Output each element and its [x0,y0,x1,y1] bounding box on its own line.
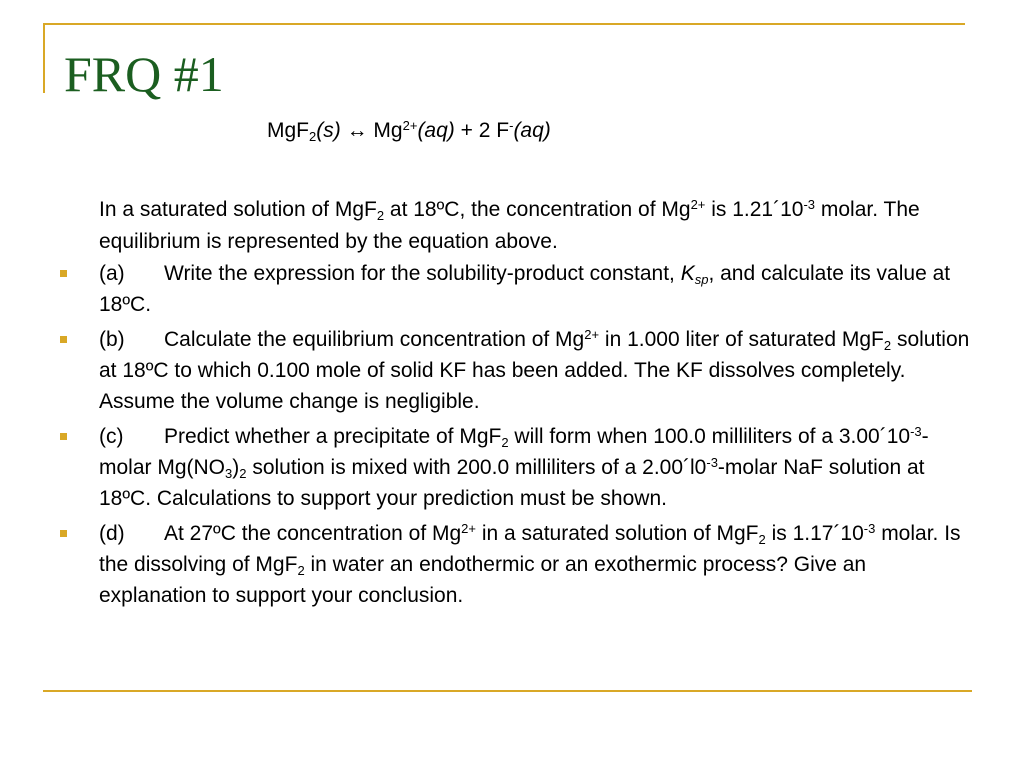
equilibrium-equation [267,118,551,144]
part-label: (d) [99,522,125,545]
question-list [60,258,970,615]
eq-reactant: MgF [267,119,309,142]
eq-arrow: ↔ [346,119,368,142]
eq-product-mg-state: (aq) [417,119,455,142]
square-bullet-icon [60,530,67,537]
eq-reactant-state: (s) [316,119,341,142]
top-rule [43,23,965,25]
square-bullet-icon [60,270,67,277]
eq-reactant-subscript: 2 [309,129,317,144]
square-bullet-icon [60,433,67,440]
question-part-d: (d) At 27ºC the concentration of $Mg^{2+}$ in a saturated solution of MgF$_2$ is $1.17´10^{-3}$ molar. Is the dissolving of MgF$_2$ in water an endothermic or an exothermic process? Give an explanation to support your conclusion. [60,518,970,611]
eq-product-f-state: (aq) [513,119,551,142]
part-label: (c) [99,425,124,448]
square-bullet-icon [60,336,67,343]
bottom-rule [43,690,972,692]
eq-product-f: + 2 F [460,119,510,142]
eq-product-mg-charge: 2+ [402,118,418,133]
intro-paragraph: In a saturated solution of MgF$_2$ at 18ºC, the concentration of $Mg^{2+}$ is $1.21´10^{-3}$ molar. The equilibrium is represented by the equation above. [99,197,920,253]
part-label: (b) [99,328,125,351]
eq-product-f-charge: - [509,118,514,133]
part-label: (a) [99,262,125,285]
eq-product-mg: Mg [373,119,403,142]
left-rule [43,23,45,93]
question-part-b: (b) Calculate the equilibrium concentration of $Mg^{2+}$ in 1.000 liter of saturated MgF$_2$ solution at 18ºC to which 0.100 mole of solid KF has been added. The KF dissolves completely. Assume the volume change is negligible. [60,324,970,417]
question-part-c: (c) Predict whether a precipitate of MgF$_2$ will form when 100.0 milliliters of a $3.00´10^{-3}$-molar $Mg(NO_3)_2$ solution is mixed with 200.0 milliliters of a $2.00´l0^{-3}$-molar NaF solution at 18ºC. Calculations to support your prediction must be shown. [60,421,970,514]
slide-title: FRQ #1 [64,46,224,102]
question-part-a: (a) Write the expression for the solubility-product constant, $K_{sp}$, and calculate its value at 18ºC. [60,258,970,320]
